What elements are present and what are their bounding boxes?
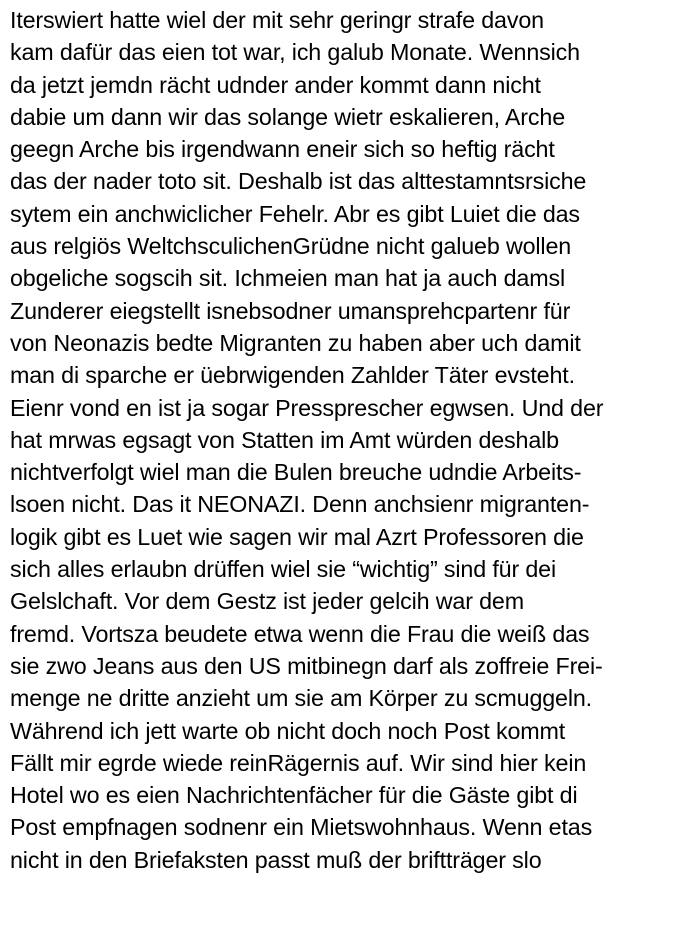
text-line: kam dafür das eien tot war, ich galub Monate. Wennsich xyxy=(10,39,580,66)
text-line: lsoen nicht. Das it NEONAZI. Denn anchsienr migranten- xyxy=(10,491,590,518)
text-line: sich alles erlaubn drüffen wiel sie “wichtig” sind für dei xyxy=(10,556,557,583)
text-line: obgeliche sogscih sit. Ichmeien man hat ja auch damsl xyxy=(10,265,565,292)
text-line: das der nader toto sit. Deshalb ist das alttestamntsrsiche xyxy=(10,168,587,195)
text-line: man di sparche er üebrwigenden Zahlder Täter evsteht. xyxy=(10,362,575,389)
text-line: da jetzt jemdn rächt udnder ander kommt dann nicht xyxy=(10,71,541,98)
text-line: Iterswiert hatte wiel der mit sehr geringr strafe davon xyxy=(10,7,544,33)
handwritten-text-page xyxy=(10,4,680,876)
text-line: menge ne dritte anzieht um sie am Körper zu scmuggeln. xyxy=(10,685,592,712)
text-line: Hotel wo es eien Nachrichtenfächer für die Gäste gibt di xyxy=(10,782,578,809)
text-line: dabie um dann wir das solange wietr eskalieren, Arche xyxy=(10,103,565,130)
text-line: logik gibt es Luet wie sagen wir mal Azrt Professoren die xyxy=(10,523,584,550)
text-line: Zunderer eiegstellt isnebsodner umansprehcpartenr für xyxy=(10,297,571,324)
text-line: nichtverfolgt wiel man die Bulen breuche udndie Arbeits- xyxy=(10,459,582,486)
text-line: sie zwo Jeans aus den US mitbinegn darf als zoffreie Frei- xyxy=(10,652,603,679)
text-line: Post empfnagen sodnenr ein Mietswohnhaus. Wenn etas xyxy=(10,814,593,841)
text-line: hat mrwas egsagt von Statten im Amt würden deshalb xyxy=(10,426,559,453)
text-line: fremd. Vortsza beudete etwa wenn die Frau die weiß das xyxy=(10,620,590,647)
text-line: Gelslchaft. Vor dem Gestz ist jeder gelcih war dem xyxy=(10,588,524,615)
text-line: aus relgiös WeltchsculichenGrüdne nicht galueb wollen xyxy=(10,233,572,260)
text-line: nicht in den Briefaksten passt muß der briftträger slo xyxy=(10,846,542,873)
text-line: von Neonazis bedte Migranten zu haben aber uch damit xyxy=(10,329,581,356)
text-line: Fällt mir egrde wiede reinRägernis auf. Wir sind hier kein xyxy=(10,749,587,776)
text-line: sytem ein anchwiclicher Fehelr. Abr es gibt Luiet die das xyxy=(10,200,580,227)
text-line: Während ich jett warte ob nicht doch noch Post kommt xyxy=(10,717,566,744)
text-line: Eienr vond en ist ja sogar Pressprescher egwsen. Und der xyxy=(10,394,604,421)
text-line: geegn Arche bis irgendwann eneir sich so heftig rächt xyxy=(10,136,555,163)
